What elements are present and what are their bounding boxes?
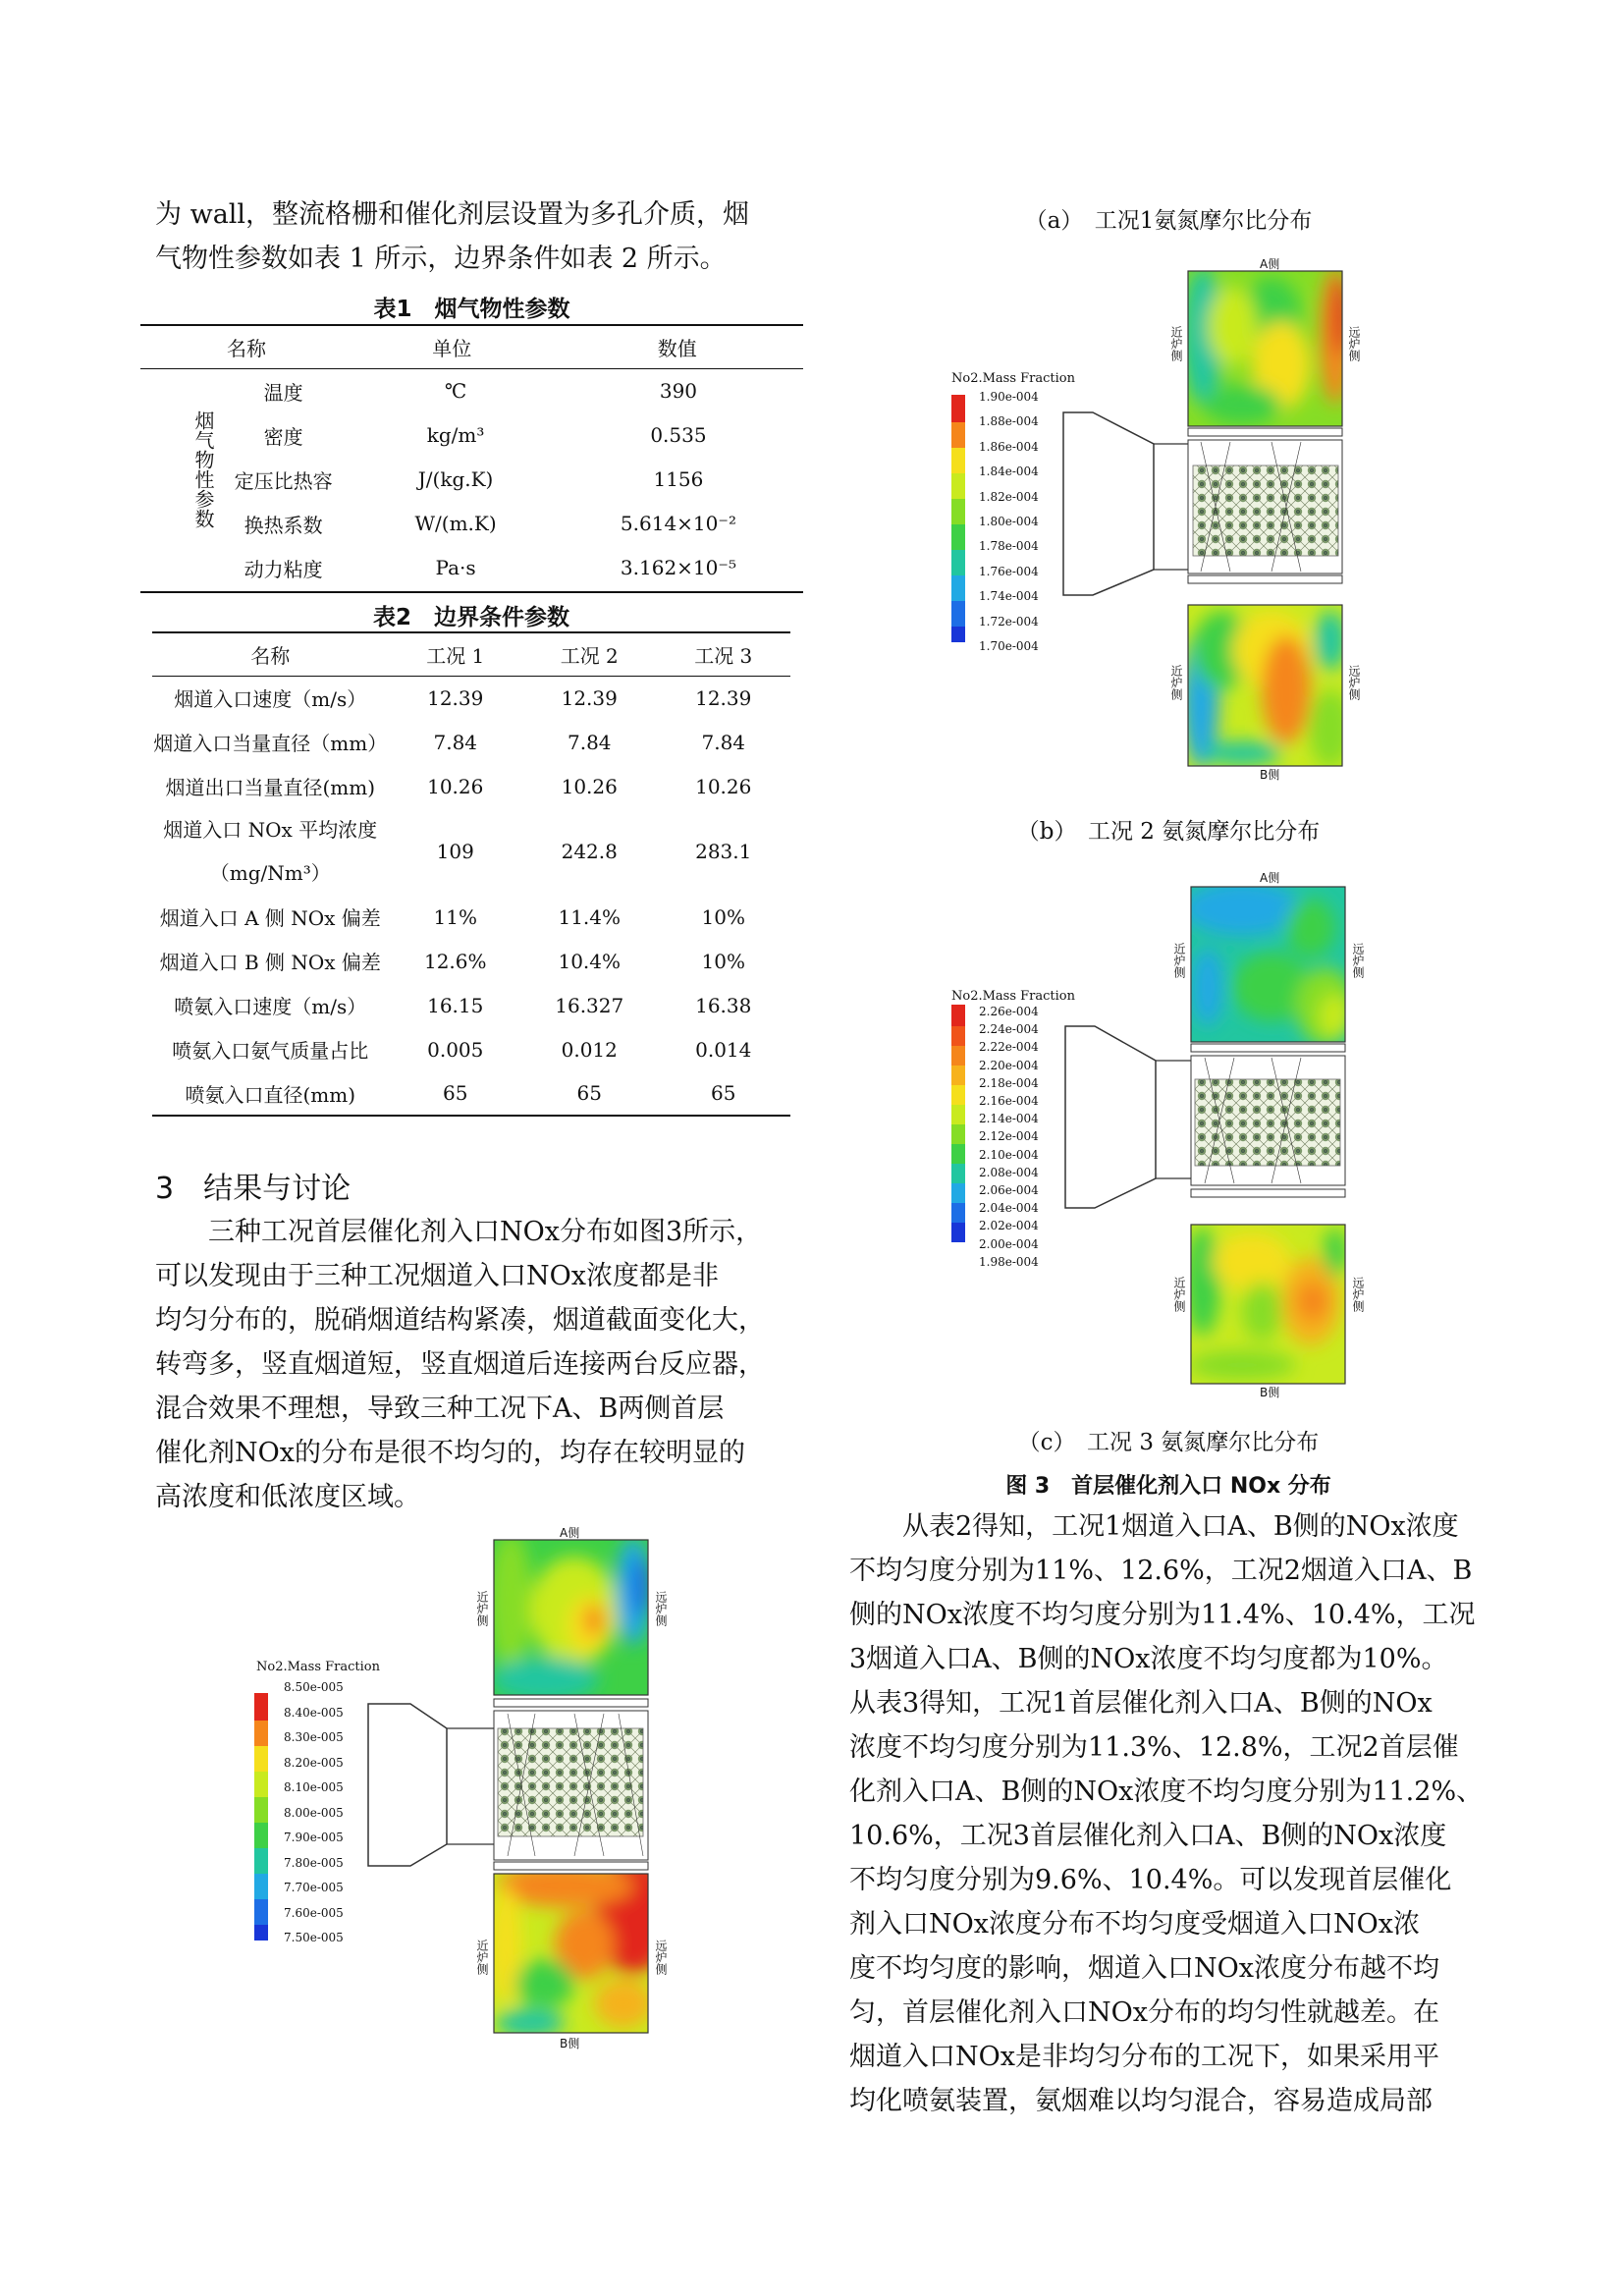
paragraph-line: 均化喷氨装置，氨烟难以均匀混合，容易造成局部 xyxy=(849,2086,1433,2116)
table1-header: 数值 xyxy=(657,336,697,360)
table-cell: 10.26 xyxy=(561,774,618,798)
table-cell: 0.005 xyxy=(427,1037,484,1062)
legend-tick: 8.20e-005 xyxy=(284,1755,344,1770)
legend-title: No2.Mass Fraction xyxy=(256,1660,380,1674)
table-cell: ℃ xyxy=(444,379,467,403)
legend-tick: 1.88e-004 xyxy=(979,414,1039,429)
table-cell: 283.1 xyxy=(695,840,752,863)
table1-header: 单位 xyxy=(432,336,472,360)
table-row xyxy=(152,983,790,1027)
contour-b-side xyxy=(1183,605,1352,768)
table-row xyxy=(209,369,803,413)
table-row xyxy=(209,458,803,502)
table-row xyxy=(152,939,790,983)
table-row xyxy=(152,895,790,939)
discussion-paragraph xyxy=(849,1504,1488,2123)
paragraph-line: 混合效果不理想，导致三种工况下A、B两侧首层 xyxy=(155,1394,725,1424)
table-cell: 喷氨入口速度（m/s） xyxy=(174,995,367,1018)
table-cell: 390 xyxy=(659,379,698,403)
legend-colorbar xyxy=(951,395,965,642)
table-row xyxy=(152,808,790,895)
table-cell: 242.8 xyxy=(561,840,618,863)
paragraph-line: 浓度不均匀度分别为11.3%、12.8%，工况2首层催 xyxy=(849,1732,1459,1763)
legend-tick: 1.84e-004 xyxy=(979,465,1039,479)
table-cell: 3.162×10⁻⁵ xyxy=(620,556,736,579)
legend-colorbar xyxy=(254,1693,268,1941)
legend-tick: 1.86e-004 xyxy=(979,439,1039,454)
legend-ticks xyxy=(979,385,1039,659)
section-heading: 3 结果与讨论 xyxy=(155,1172,352,1206)
near-side-label: 近炉侧 xyxy=(475,1940,489,1975)
legend-tick: 1.90e-004 xyxy=(979,390,1039,404)
figure-b-caption: （b） 工况 2 氨氮摩尔比分布 xyxy=(1016,819,1321,845)
table-cell: 0.014 xyxy=(695,1037,752,1062)
legend-title: No2.Mass Fraction xyxy=(951,371,1075,386)
legend-tick: 1.98e-004 xyxy=(979,1254,1039,1269)
contour-b-side xyxy=(490,1856,663,2037)
section3-paragraph xyxy=(155,1210,791,1519)
contour-a-side xyxy=(1183,881,1355,1046)
paragraph-line: 侧的NOx浓度不均匀度分别为11.4%、10.4%，工况 xyxy=(849,1600,1476,1630)
paragraph-line: 从表2得知，工况1烟道入口A、B侧的NOx浓度 xyxy=(902,1511,1459,1542)
table-cell: 10% xyxy=(701,949,745,973)
legend-tick: 2.00e-004 xyxy=(979,1236,1039,1251)
duct-inlet xyxy=(368,1704,447,1866)
table1-body xyxy=(140,369,803,593)
table-cell: 109 xyxy=(436,840,474,863)
b-side-label: B侧 xyxy=(560,2037,580,2050)
legend-tick: 7.80e-005 xyxy=(284,1855,344,1870)
legend-ticks xyxy=(284,1675,344,1951)
far-side-label: 远炉侧 xyxy=(1347,326,1361,361)
table-cell: 烟道入口 B 侧 NOx 偏差 xyxy=(159,951,381,974)
near-side-label: 近炉侧 xyxy=(475,1591,489,1626)
legend-ticks xyxy=(979,1003,1039,1271)
far-side-label: 远炉侧 xyxy=(1351,943,1365,978)
table-cell: 12.39 xyxy=(427,685,484,710)
legend-tick: 8.50e-005 xyxy=(284,1680,344,1694)
table-cell: 10% xyxy=(701,904,745,929)
table-cell: 12.39 xyxy=(695,685,752,710)
legend-tick: 1.70e-004 xyxy=(979,639,1039,654)
table-cell: 密度 xyxy=(263,424,303,449)
paragraph-line: 均匀分布的，脱硝烟道结构紧凑，烟道截面变化大， xyxy=(155,1305,765,1336)
legend-tick: 1.80e-004 xyxy=(979,515,1039,529)
table-cell: 7.84 xyxy=(567,730,612,754)
legend-tick: 2.18e-004 xyxy=(979,1075,1039,1090)
legend-tick: 2.22e-004 xyxy=(979,1040,1039,1055)
paragraph-line: 烟道入口NOx是非均匀分布的工况下，如果采用平 xyxy=(849,2042,1439,2072)
a-side-label: A侧 xyxy=(1260,257,1280,271)
table2 xyxy=(152,631,790,1117)
table-cell: 1156 xyxy=(653,467,704,491)
table1-caption: 表1 烟气物性参数 xyxy=(373,297,570,322)
table-cell: J/(kg.K) xyxy=(417,467,494,491)
legend-tick: 2.20e-004 xyxy=(979,1058,1039,1072)
table2-header: 工况 3 xyxy=(694,643,753,668)
table-cell xyxy=(152,808,389,895)
table-cell: 16.15 xyxy=(427,993,484,1017)
legend-tick: 8.30e-005 xyxy=(284,1730,344,1744)
table-cell: Pa·s xyxy=(435,556,476,579)
figure-c-caption: （c） 工况 3 氨氮摩尔比分布 xyxy=(1017,1430,1320,1455)
legend-tick: 7.90e-005 xyxy=(284,1831,344,1844)
legend-tick: 1.82e-004 xyxy=(979,489,1039,504)
table2-grid xyxy=(152,631,790,1117)
far-side-label: 远炉侧 xyxy=(654,1940,668,1975)
intro-line: 为 wall，整流格栅和催化剂层设置为多孔介质，烟 xyxy=(155,199,750,230)
paragraph-line: 10.6%，工况3首层催化剂入口A、B侧的NOx浓度 xyxy=(849,1821,1447,1851)
table2-header: 名称 xyxy=(250,643,291,668)
table1-grid xyxy=(140,324,803,369)
legend-tick: 7.50e-005 xyxy=(284,1931,344,1944)
paragraph-line: 三种工况首层催化剂入口NOx分布如图3所示， xyxy=(208,1217,763,1247)
table-cell: 换热系数 xyxy=(243,513,323,537)
figure3-caption: 图 3 首层催化剂入口 NOx 分布 xyxy=(1005,1474,1331,1499)
paragraph-line: 化剂入口A、B侧的NOx浓度不均匀度分别为11.2%、 xyxy=(849,1777,1484,1807)
intro-line: 气物性参数如表 1 所示，边界条件如表 2 所示。 xyxy=(155,244,727,274)
paragraph-line: 不均匀度分别为11%、12.6%，工况2烟道入口A、B xyxy=(849,1556,1473,1586)
intro-paragraph xyxy=(155,192,791,281)
table-cell: 10.26 xyxy=(695,774,752,798)
table-cell: 0.012 xyxy=(561,1037,618,1062)
far-side-label: 远炉侧 xyxy=(654,1591,668,1626)
table1-group-label: 烟气物性参数 xyxy=(191,410,215,528)
legend-tick: 8.40e-005 xyxy=(284,1705,344,1720)
table-row xyxy=(152,1027,790,1071)
paragraph-line: 度不均匀度的影响，烟道入口NOx浓度分布越不均 xyxy=(849,1953,1439,1984)
table-row xyxy=(152,676,790,720)
legend-tick: 1.78e-004 xyxy=(979,539,1039,554)
table-row xyxy=(209,546,803,590)
duct-inlet xyxy=(1065,1026,1156,1208)
legend-tick: 2.02e-004 xyxy=(979,1219,1039,1233)
legend-title: No2.Mass Fraction xyxy=(951,989,1075,1004)
table-cell: 7.84 xyxy=(433,730,478,754)
paragraph-line: 高浓度和低浓度区域。 xyxy=(155,1482,420,1512)
paragraph-line: 不均匀度分别为9.6%、10.4%。可以发现首层催化 xyxy=(849,1865,1452,1895)
legend-tick: 1.72e-004 xyxy=(979,614,1039,629)
table-cell: 烟道入口速度（m/s） xyxy=(174,687,367,712)
legend-tick: 7.60e-005 xyxy=(284,1905,344,1920)
table2-header: 工况 1 xyxy=(426,643,485,668)
table-cell: 喷氨入口氨气质量占比 xyxy=(172,1039,369,1063)
a-side-label: A侧 xyxy=(1260,871,1280,885)
legend-tick: 2.10e-004 xyxy=(979,1147,1039,1162)
figure-a xyxy=(947,257,1360,788)
table-row xyxy=(209,413,803,458)
table-cell: 11.4% xyxy=(558,904,622,929)
table1-rows xyxy=(209,369,803,590)
legend-tick: 8.10e-005 xyxy=(284,1780,344,1794)
duct-inlet xyxy=(1063,412,1154,595)
table-cell: 7.84 xyxy=(701,730,746,754)
figure-a-caption: （a） 工况1氨氮摩尔比分布 xyxy=(1024,208,1313,234)
table-cell: 烟道入口 A 侧 NOx 偏差 xyxy=(159,906,381,930)
table1 xyxy=(140,324,803,593)
table-row xyxy=(152,720,790,764)
legend-tick: 2.14e-004 xyxy=(979,1112,1039,1126)
table-cell: 动力粘度 xyxy=(243,557,323,581)
table-cell: 烟道出口当量直径(mm) xyxy=(165,776,376,799)
contour-b-side xyxy=(1185,1225,1347,1384)
table2-caption: 表2 边界条件参数 xyxy=(372,605,569,630)
table-cell: 定压比热容 xyxy=(234,468,333,493)
paragraph-line: 转弯多，竖直烟道短，竖直烟道后连接两台反应器， xyxy=(155,1349,765,1380)
table-row xyxy=(152,764,790,808)
table-row xyxy=(152,1071,790,1116)
table-cell: W/(m.K) xyxy=(414,512,497,535)
legend-tick: 1.74e-004 xyxy=(979,589,1039,604)
b-side-label: B侧 xyxy=(1260,1386,1280,1399)
table2-header: 工况 2 xyxy=(560,643,619,668)
table-cell: 65 xyxy=(443,1081,468,1105)
table-cell: 烟道入口当量直径（mm） xyxy=(153,732,388,755)
table-cell: 10.4% xyxy=(558,949,622,973)
legend-tick: 7.70e-005 xyxy=(284,1881,344,1894)
legend-tick: 2.04e-004 xyxy=(979,1201,1039,1216)
legend-tick: 2.26e-004 xyxy=(979,1005,1039,1018)
table-cell: 5.614×10⁻² xyxy=(620,512,736,535)
paragraph-line: 3烟道入口A、B侧的NOx浓度不均匀度都为10%。 xyxy=(849,1644,1448,1674)
table-cell: 12.39 xyxy=(561,685,618,710)
paragraph-line: 从表3得知，工况1首层催化剂入口A、B侧的NOx xyxy=(849,1688,1433,1719)
a-side-label: A侧 xyxy=(560,1526,580,1540)
table-row xyxy=(209,502,803,546)
contour-a-side xyxy=(1183,267,1351,426)
far-side-label: 远炉侧 xyxy=(1351,1277,1365,1312)
table-cell: 11% xyxy=(433,904,477,929)
near-side-label: 近炉侧 xyxy=(1172,1277,1186,1312)
paragraph-line: 催化剂NOx的分布是很不均匀的，均存在较明显的 xyxy=(155,1438,745,1468)
legend-tick: 2.06e-004 xyxy=(979,1183,1039,1198)
near-side-label: 近炉侧 xyxy=(1169,326,1183,361)
table-cell: 10.26 xyxy=(427,774,484,798)
legend-tick: 2.08e-004 xyxy=(979,1165,1039,1179)
table-cell: 温度 xyxy=(263,380,303,405)
table-cell-line: （mg/Nm³） xyxy=(209,861,331,885)
figure-b xyxy=(947,869,1365,1409)
table-cell: 0.535 xyxy=(650,423,707,447)
figure-c xyxy=(250,1526,668,2072)
near-side-label: 近炉侧 xyxy=(1169,665,1183,700)
legend-tick: 8.00e-005 xyxy=(284,1805,344,1820)
table-cell: 16.327 xyxy=(555,993,624,1017)
table-cell: 65 xyxy=(576,1081,602,1105)
b-side-label: B侧 xyxy=(1260,768,1280,782)
legend-tick: 2.16e-004 xyxy=(979,1094,1039,1109)
paragraph-line: 可以发现由于三种工况烟道入口NOx浓度都是非 xyxy=(155,1261,719,1291)
table-cell: 65 xyxy=(711,1081,736,1105)
table-cell: 喷氨入口直径(mm) xyxy=(185,1082,356,1107)
paragraph-line: 匀，首层催化剂入口NOx分布的均匀性就越差。在 xyxy=(849,1997,1439,2028)
table-cell-line: 烟道入口 NOx 平均浓度 xyxy=(163,818,378,842)
paragraph-line: 剂入口NOx浓度分布不均匀度受烟道入口NOx浓 xyxy=(849,1909,1420,1940)
table1-header: 名称 xyxy=(227,336,266,360)
legend-tick: 2.12e-004 xyxy=(979,1129,1039,1144)
near-side-label: 近炉侧 xyxy=(1172,943,1186,978)
legend-tick: 2.24e-004 xyxy=(979,1022,1039,1037)
far-side-label: 远炉侧 xyxy=(1347,665,1361,700)
table-cell: kg/m³ xyxy=(426,423,485,447)
table-cell: 12.6% xyxy=(423,949,487,973)
legend-colorbar xyxy=(951,1005,965,1242)
legend-tick: 1.76e-004 xyxy=(979,564,1039,578)
table-cell: 16.38 xyxy=(695,993,752,1017)
contour-a-side xyxy=(489,1532,651,1701)
